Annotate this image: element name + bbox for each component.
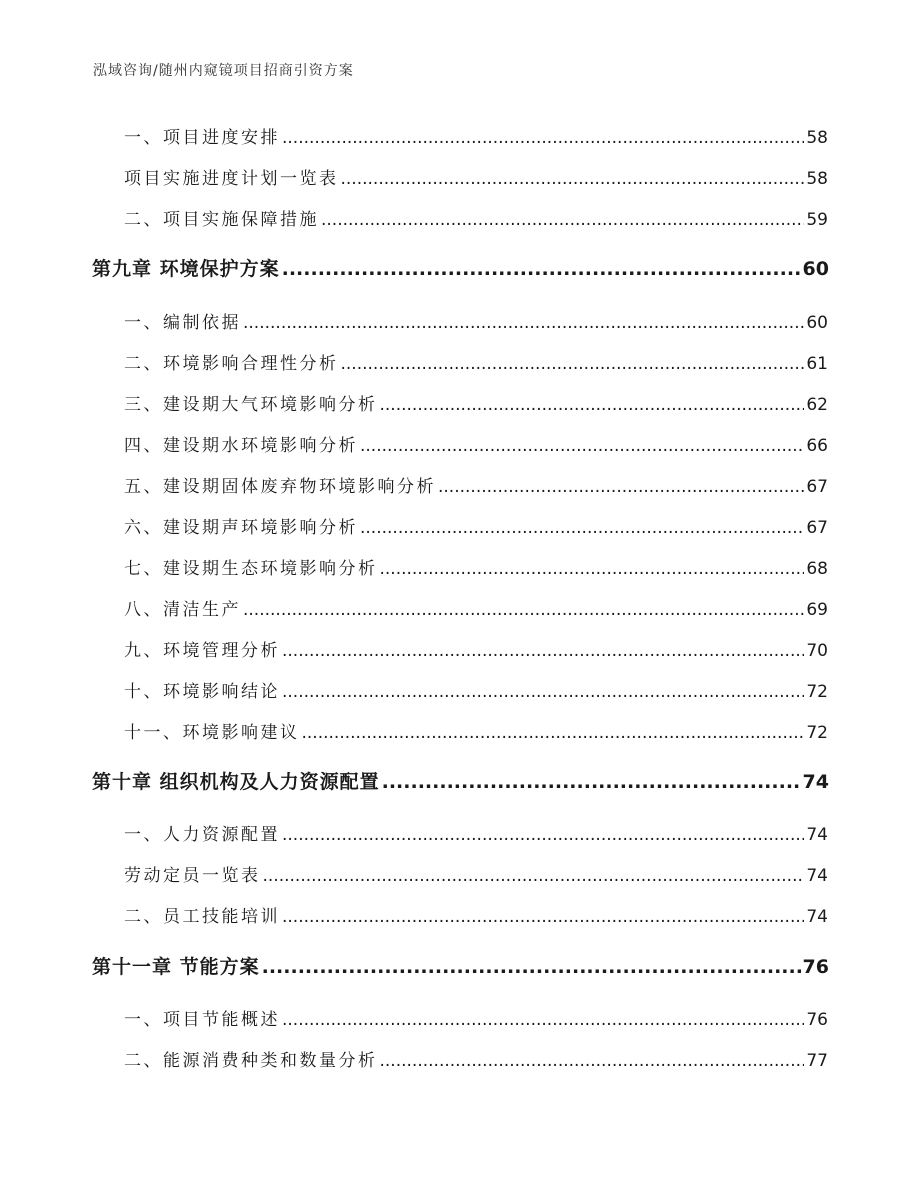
toc-entry-title: 劳动定员一览表 (124, 866, 261, 886)
toc-entry-title: 项目实施进度计划一览表 (124, 169, 339, 189)
toc-entry-number: 十、 (124, 682, 163, 702)
toc-chapter-entry[interactable] (92, 952, 829, 980)
toc-entry-number: 七、 (124, 559, 163, 579)
toc-entry[interactable] (124, 513, 828, 537)
toc-entry-number: 一、 (124, 1010, 163, 1030)
page-header: 泓域咨询/随州内窥镜项目招商引资方案 (93, 63, 354, 79)
toc-entry[interactable] (124, 861, 828, 885)
toc-leader-dots (360, 518, 804, 538)
toc-entry-title: 环境影响结论 (163, 682, 280, 702)
toc-entry-title: 建设期生态环境影响分析 (163, 559, 378, 579)
toc-entry-number: 十一、 (124, 723, 183, 743)
toc-entry-number: 六、 (124, 518, 163, 538)
toc-leader-dots (282, 682, 804, 702)
toc-entry-title: 人力资源配置 (163, 825, 280, 845)
toc-entry-page: 77 (806, 1051, 828, 1071)
toc-entry-title: 建设期大气环境影响分析 (163, 395, 378, 415)
toc-leader-dots (341, 354, 805, 374)
toc-entry-page: 58 (806, 128, 828, 148)
toc-entry-number: 九、 (124, 641, 163, 661)
toc-entry-page: 62 (806, 395, 828, 415)
toc-entry-title: 项目进度安排 (163, 128, 280, 148)
toc-chapter-title: 第十一章 节能方案 (92, 956, 260, 978)
toc-leader-dots (382, 771, 801, 793)
toc-entry-page: 76 (806, 1010, 828, 1030)
toc-entry-number: 八、 (124, 600, 163, 620)
toc-leader-dots (282, 825, 804, 845)
toc-entry-number: 二、 (124, 907, 163, 927)
toc-entry-page: 67 (806, 477, 828, 497)
toc-entry-page: 60 (806, 313, 828, 333)
toc-leader-dots (380, 559, 805, 579)
toc-entry-number: 五、 (124, 477, 163, 497)
toc-entry[interactable] (124, 1046, 828, 1070)
toc-leader-dots (282, 1010, 804, 1030)
toc-leader-dots (282, 641, 804, 661)
toc-entry-page: 74 (806, 825, 828, 845)
toc-leader-dots (282, 258, 801, 280)
toc-entry-page: 74 (806, 907, 828, 927)
toc-entry-number: 二、 (124, 210, 163, 230)
toc-entry[interactable] (124, 205, 828, 229)
toc-leader-dots (321, 210, 804, 230)
toc-leader-dots (438, 477, 804, 497)
toc-entry[interactable] (124, 164, 828, 188)
toc-entry[interactable] (124, 123, 828, 147)
toc-entry-title: 编制依据 (163, 313, 241, 333)
toc-entry[interactable] (124, 820, 828, 844)
toc-entry[interactable] (124, 554, 828, 578)
toc-entry[interactable] (124, 472, 828, 496)
toc-entry-page: 72 (806, 723, 828, 743)
toc-entry[interactable] (124, 718, 828, 742)
toc-entry-title: 清洁生产 (163, 600, 241, 620)
toc-entry-page: 74 (806, 866, 828, 886)
toc-chapter-entry[interactable] (92, 254, 829, 282)
toc-entry-page: 72 (806, 682, 828, 702)
toc-entry-page: 59 (806, 210, 828, 230)
toc-leader-dots (302, 723, 805, 743)
toc-leader-dots (263, 866, 805, 886)
toc-chapter-entry[interactable] (92, 767, 829, 795)
toc-entry-number: 一、 (124, 128, 163, 148)
toc-entry-title: 项目节能概述 (163, 1010, 280, 1030)
toc-entry[interactable] (124, 677, 828, 701)
toc-entry-number: 二、 (124, 354, 163, 374)
toc-entry-title: 环境影响合理性分析 (163, 354, 339, 374)
toc-entry[interactable] (124, 349, 828, 373)
toc-entry-page: 60 (802, 258, 829, 280)
toc-entry-title: 能源消费种类和数量分析 (163, 1051, 378, 1071)
toc-leader-dots (282, 128, 804, 148)
toc-chapter-title: 第九章 环境保护方案 (92, 258, 280, 280)
toc-entry-number: 四、 (124, 436, 163, 456)
toc-entry-title: 建设期固体废弃物环境影响分析 (163, 477, 436, 497)
toc-entry-page: 58 (806, 169, 828, 189)
toc-chapter-title: 第十章 组织机构及人力资源配置 (92, 771, 380, 793)
toc-entry-page: 69 (806, 600, 828, 620)
toc-entry-title: 建设期水环境影响分析 (163, 436, 358, 456)
toc-entry-number: 一、 (124, 825, 163, 845)
toc-entry-title: 员工技能培训 (163, 907, 280, 927)
toc-entry-title: 环境影响建议 (182, 723, 300, 743)
toc-entry-page: 68 (806, 559, 828, 579)
toc-entry-page: 67 (806, 518, 828, 538)
toc-leader-dots (243, 600, 804, 620)
toc-entry[interactable] (124, 636, 828, 660)
toc-leader-dots (262, 956, 801, 978)
toc-entry-number: 三、 (124, 395, 163, 415)
toc-entry-page: 74 (802, 771, 829, 793)
toc-entry[interactable] (124, 390, 828, 414)
toc-entry-title: 项目实施保障措施 (163, 210, 319, 230)
toc-entry-title: 环境管理分析 (163, 641, 280, 661)
toc-leader-dots (243, 313, 804, 333)
toc-leader-dots (282, 907, 804, 927)
toc-leader-dots (341, 169, 805, 189)
toc-entry[interactable] (124, 308, 828, 332)
toc-leader-dots (380, 1051, 805, 1071)
toc-entry-page: 66 (806, 436, 828, 456)
toc-entry[interactable] (124, 902, 828, 926)
toc-entry-page: 76 (802, 956, 829, 978)
toc-entry-page: 70 (806, 641, 828, 661)
toc-entry[interactable] (124, 431, 828, 455)
toc-entry-title: 建设期声环境影响分析 (163, 518, 358, 538)
toc-entry[interactable] (124, 1005, 828, 1029)
toc-entry-number: 一、 (124, 313, 163, 333)
toc-entry-number: 二、 (124, 1051, 163, 1071)
toc-leader-dots (380, 395, 805, 415)
toc-entry-page: 61 (806, 354, 828, 374)
toc-leader-dots (360, 436, 804, 456)
toc-entry[interactable] (124, 595, 828, 619)
